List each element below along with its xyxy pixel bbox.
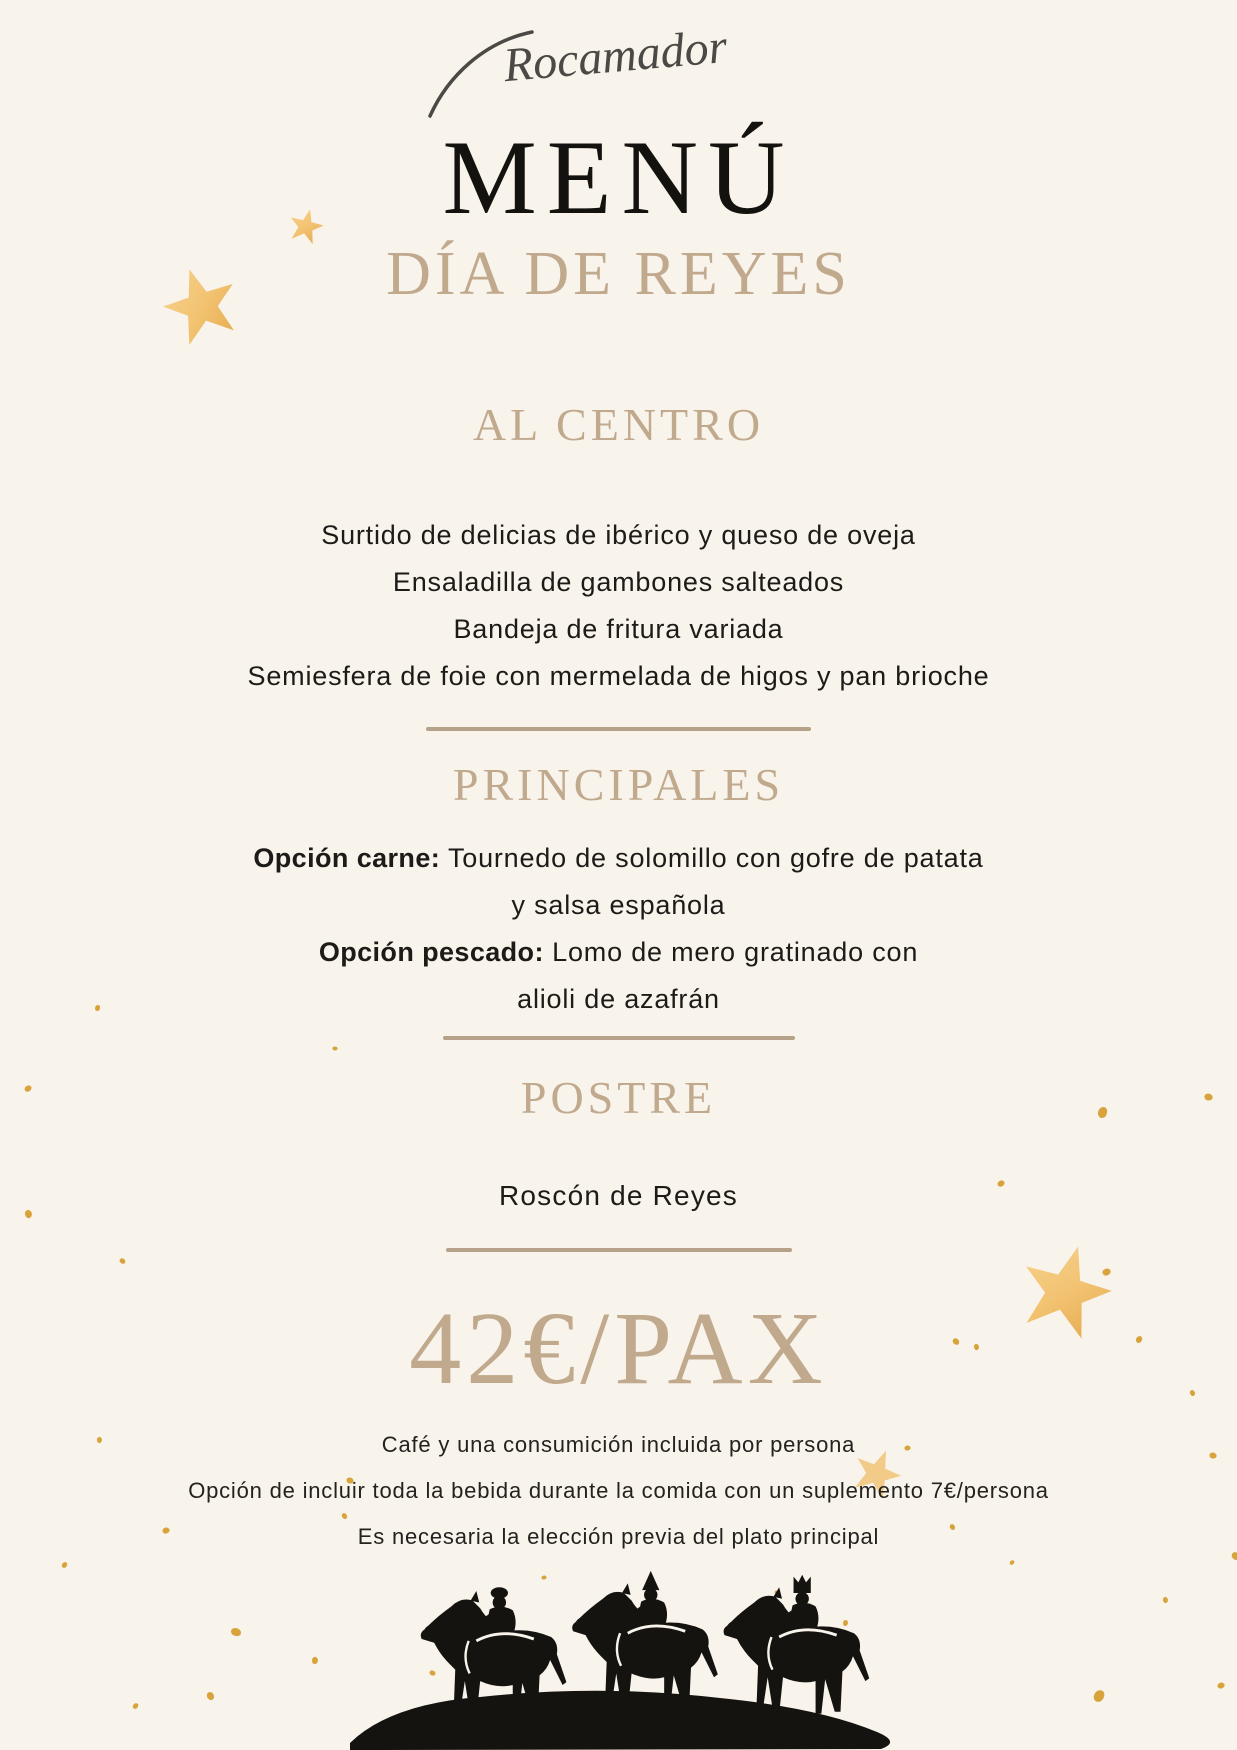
section-heading-principales: PRINCIPALES	[452, 759, 785, 810]
note-line: Es necesaria la elección previa del plato principal	[357, 1524, 880, 1549]
three-kings-camels-illustration	[415, 1568, 875, 1731]
dish-item: Roscón de Reyes	[498, 1180, 738, 1211]
page-title: MENÚ	[442, 119, 795, 236]
dish-option-line: y salsa española	[511, 890, 726, 920]
section-heading-postre: POSTRE	[520, 1072, 717, 1123]
section-heading-al-centro: AL CENTRO	[472, 399, 765, 450]
option-text: Lomo de mero gratinado con	[543, 937, 919, 967]
camel-rider-silhouette	[724, 1575, 870, 1716]
gold-dot	[311, 1656, 318, 1664]
option-text: Tournedo de solomillo con gofre de patata	[440, 843, 984, 873]
al-centro-items	[0, 512, 1237, 700]
gold-dot	[61, 1561, 68, 1568]
gold-dot	[341, 1512, 349, 1520]
camel-rider-silhouette	[572, 1571, 718, 1712]
gold-dot	[1009, 1559, 1015, 1565]
star-icon	[1018, 1243, 1113, 1343]
gold-dot	[119, 1258, 126, 1265]
page-subtitle: DÍA DE REYES	[386, 240, 851, 308]
gold-dot	[1093, 1689, 1106, 1703]
dish-item: Ensaladilla de gambones salteados	[392, 567, 845, 597]
star-icon	[162, 266, 240, 349]
gold-dot	[332, 1046, 338, 1051]
gold-dot	[1162, 1596, 1169, 1603]
gold-dot	[132, 1702, 139, 1710]
dish-option-line	[0, 835, 1237, 882]
note-line: Opción de incluir toda la bebida durante la comida con un suplemento 7€/persona	[188, 1478, 1049, 1503]
section-divider	[426, 727, 811, 731]
dish-item: Bandeja de fritura variada	[453, 614, 784, 644]
gold-dot	[1230, 1551, 1237, 1561]
option-label: Opción carne:	[253, 843, 441, 873]
gold-dot	[1216, 1681, 1225, 1690]
dish-item: Semiesfera de foie con mermelada de higos y pan brioche	[247, 661, 990, 691]
gold-dot	[231, 1628, 242, 1637]
section-divider	[443, 1036, 795, 1040]
restaurant-logo	[408, 10, 768, 120]
gold-dot	[205, 1691, 216, 1702]
dish-option-line	[0, 929, 1237, 976]
camel-rider-silhouette	[421, 1587, 567, 1719]
option-label: Opción pescado:	[318, 937, 544, 967]
dish-option-line: alioli de azafrán	[517, 984, 720, 1014]
price-per-person: 42€/PAX	[409, 1291, 828, 1406]
logo-flourish-icon	[408, 10, 768, 120]
section-divider	[446, 1248, 792, 1252]
dish-item: Surtido de delicias de ibérico y queso de oveja	[321, 520, 916, 550]
star-icon	[288, 208, 324, 249]
note-line: Café y una consumición incluida por persona	[381, 1432, 856, 1457]
logo-text: Rocamador	[501, 19, 730, 93]
principales-items	[0, 835, 1237, 1023]
